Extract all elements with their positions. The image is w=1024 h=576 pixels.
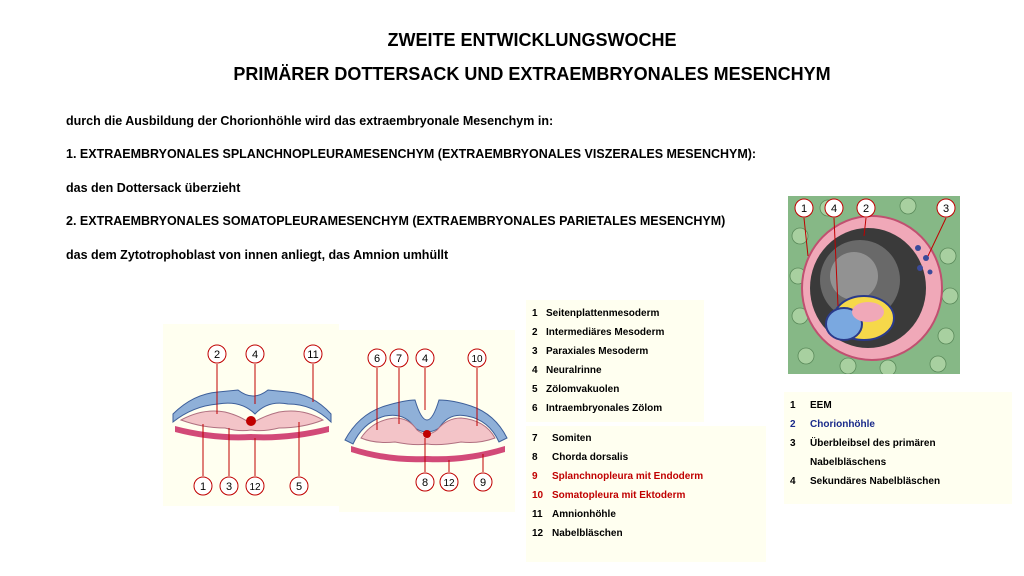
label-right-1: 4 — [830, 203, 838, 215]
label-circle — [290, 477, 308, 495]
label-mid-2: 4 — [421, 353, 429, 365]
label-circle — [368, 349, 386, 367]
text-line-amnion: das dem Zytotrophoblast von innen anliegt, das Amnion umhüllt — [66, 248, 449, 262]
page-subtitle: PRIMÄRER DOTTERSACK UND EXTRAEMBRYONALES MESENCHYM — [233, 64, 831, 84]
label-left-4: 3 — [225, 481, 233, 493]
legend-1: 1 Seitenplattenmesoderm 2 Intermediäres Mesoderm 3 Paraxiales Mesoderm 4 Neuralrinne 5 Zölomvakuolen 6 Intraembryonales Zölom — [526, 300, 704, 422]
label-circle — [194, 477, 212, 495]
label-circle — [390, 349, 408, 367]
endoderm-shape — [351, 446, 505, 462]
label-right-0: 1 — [800, 203, 808, 215]
label-circle — [208, 345, 226, 363]
label-mid-3: 10 — [471, 354, 483, 365]
text-line-somato: 2. EXTRAEMBRYONALES SOMATOPLEURAMESENCHYM (EXTRAEMBRYONALES PARIETALES MESENCHYM) — [66, 214, 726, 228]
label-left-0: 2 — [213, 349, 221, 361]
label-mid-1: 7 — [395, 353, 403, 365]
text-line-dottersack: das den Dottersack überzieht — [66, 181, 241, 195]
label-left-5: 12 — [249, 482, 261, 493]
label-circle — [416, 349, 434, 367]
label-mid-6: 9 — [479, 477, 487, 489]
label-mid-5: 12 — [443, 478, 455, 489]
label-circle — [857, 199, 875, 217]
label-circle — [468, 349, 486, 367]
notochord-dot — [246, 416, 256, 426]
label-circle — [416, 473, 434, 491]
legend-3: 1 EEM 2 Chorionhöhle 3 Überbleibsel des primären Nabelbläschens 4 Sekundäres Nabelbläschen — [784, 392, 1012, 504]
notochord-dot — [423, 430, 431, 438]
chorion-section — [788, 196, 960, 374]
label-circle — [246, 345, 264, 363]
text-line-intro: durch die Ausbildung der Chorionhöhle wird das extraembryonale Mesenchym in: — [66, 114, 554, 128]
label-right-2: 2 — [862, 203, 870, 215]
label-circle — [440, 473, 458, 491]
text-line-splanchno: 1. EXTRAEMBRYONALES SPLANCHNOPLEURAMESENCHYM (EXTRAEMBRYONALES VISZERALES MESENCHYM): — [66, 147, 757, 161]
label-circle — [937, 199, 955, 217]
label-left-2: 11 — [307, 349, 319, 361]
diagram-left-panel — [163, 324, 339, 506]
label-circle — [304, 345, 322, 363]
label-circle — [474, 473, 492, 491]
legend-2: 7 Somiten 8 Chorda dorsalis 9 Splanchnopleura mit Endoderm 10 Somatopleura mit Ektoderm 11 Amnionhöhle 12 Nabelbläschen — [526, 426, 766, 562]
diagram-mid-panel — [339, 330, 515, 512]
label-left-3: 1 — [199, 481, 207, 493]
label-mid-0: 6 — [373, 353, 381, 365]
label-left-6: 5 — [295, 481, 303, 493]
label-mid-4: 8 — [421, 477, 429, 489]
label-circle — [246, 477, 264, 495]
label-circle — [220, 477, 238, 495]
label-right-3: 3 — [942, 203, 950, 215]
label-left-1: 4 — [251, 349, 259, 361]
label-circle — [795, 199, 813, 217]
diagram-right-panel — [788, 196, 960, 374]
page-title: ZWEITE ENTWICKLUNGSWOCHE — [387, 30, 677, 50]
label-circle — [825, 199, 843, 217]
embryo-section-left — [163, 324, 339, 506]
embryo-section-mid — [339, 330, 515, 512]
